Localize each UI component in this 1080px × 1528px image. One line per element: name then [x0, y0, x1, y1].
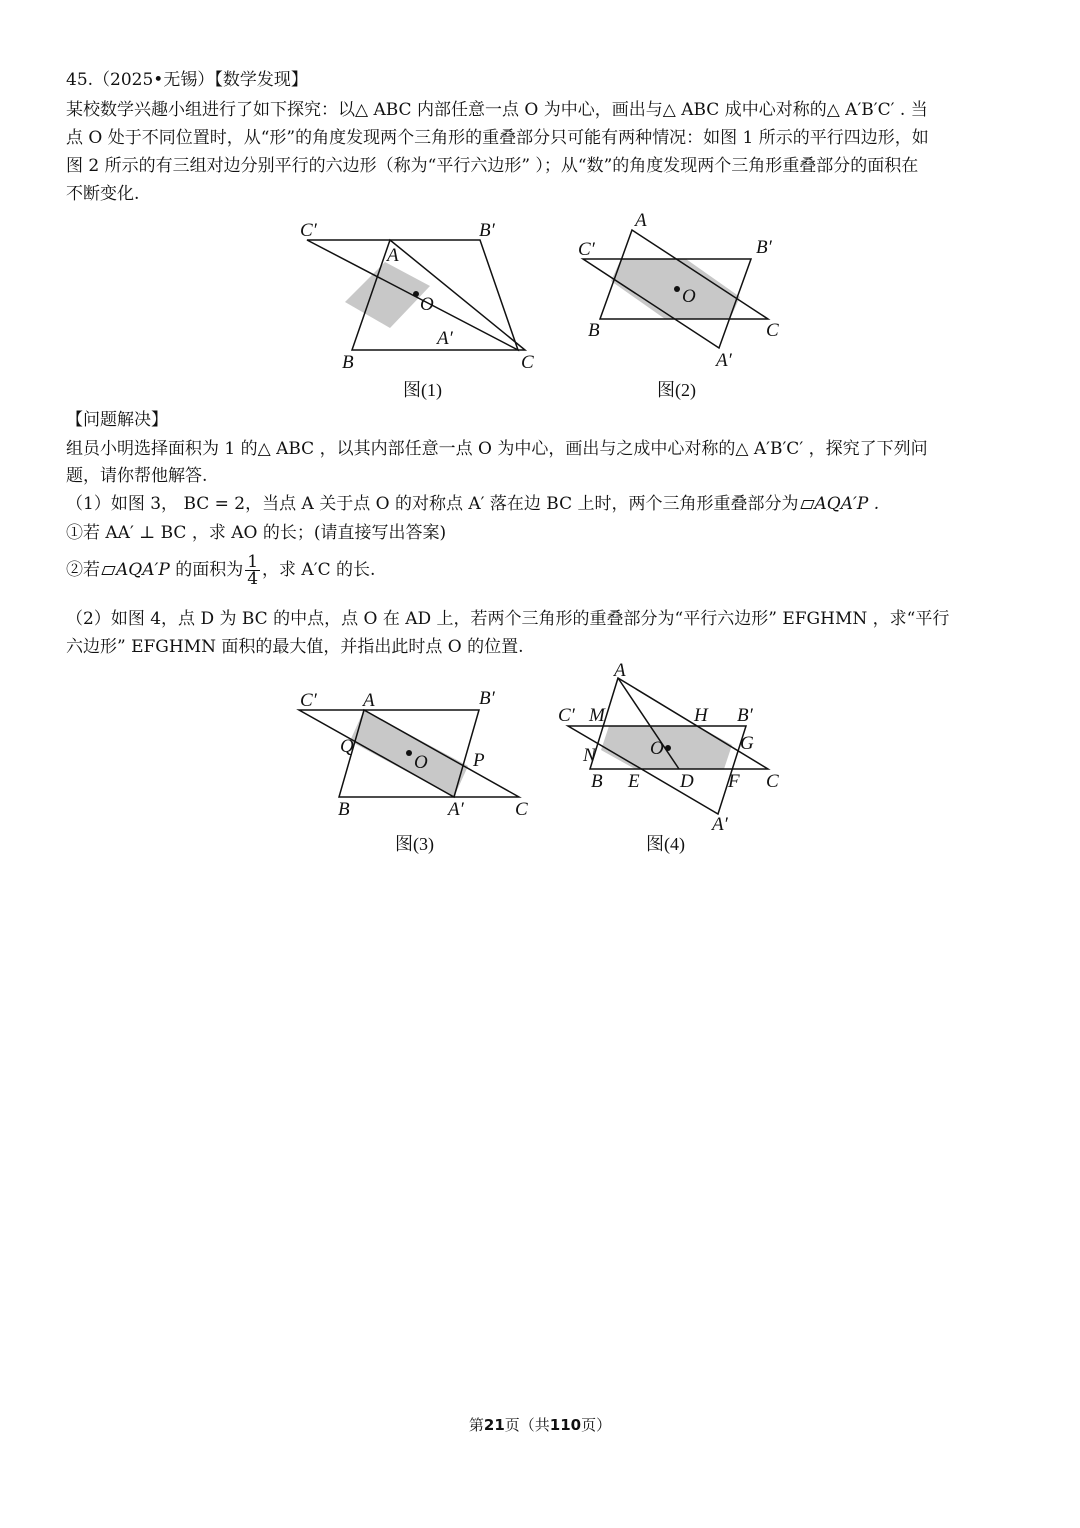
fig3-caption: 图(3): [395, 834, 434, 854]
fig2-point-o: [674, 286, 680, 292]
fig4-caption: 图(4): [646, 834, 685, 854]
fig2-label-bp: B′: [756, 237, 772, 258]
q1b-suffix: ，求 A′C 的长.: [262, 560, 376, 580]
fig1-label-b: B: [342, 352, 354, 373]
fig4-label-g: G: [740, 733, 754, 754]
fig1-point-o: [413, 291, 419, 297]
fig2-label-o: O: [682, 286, 696, 307]
footer-prefix: 第: [468, 1416, 484, 1434]
fig2-label-a: A: [635, 210, 647, 231]
fig1-triangle-apbpcp: [307, 240, 518, 350]
fig1-label-c: C: [521, 352, 534, 373]
figure-3: [290, 684, 540, 858]
parallelogram-symbol: [101, 566, 115, 575]
problem-header: 45.（2025•无锡）【数学发现】: [66, 70, 308, 90]
fig2-label-c: C: [766, 320, 779, 341]
fig1-label-cp: C′: [300, 220, 317, 241]
fig4-label-o: O: [650, 738, 664, 759]
fig4-label-e: E: [628, 771, 640, 792]
fig4-label-n: N: [583, 745, 596, 766]
body-line-2: 题，请你帮他解答.: [66, 466, 208, 486]
q1b-line: [66, 554, 1016, 587]
q1-line: [66, 490, 1016, 518]
intro-line-3: 图 2 所示的有三组对边分别平行的六边形（称为“平行六边形” ）；从“数”的角度发现两个三角形重叠部分的面积在: [66, 156, 919, 176]
fig3-label-a: A: [363, 690, 375, 711]
fraction-numerator: 1: [247, 552, 259, 572]
q1b-para: AQA′P: [116, 560, 170, 580]
fig4-label-h: H: [694, 705, 708, 726]
q2-line-2: 六边形” EFGHMN 面积的最大值，并指出此时点 O 的位置.: [66, 637, 524, 657]
figure-4: [556, 660, 796, 860]
fig3-label-b: B: [338, 799, 350, 820]
q1b-prefix: ②若: [66, 560, 100, 580]
fig3-label-ap: A′: [448, 799, 464, 820]
fig4-label-d: D: [680, 771, 694, 792]
figure-2: [568, 210, 798, 404]
fraction: [245, 554, 260, 587]
fig2-label-ap: A′: [716, 350, 732, 371]
fig4-label-cp: C′: [558, 705, 575, 726]
intro-line-1: 某校数学兴趣小组进行了如下探究：以△ ABC 内部任意一点 O 为中心，画出与△ ABC 成中心对称的△ A′B′C′ . 当: [66, 100, 928, 120]
fig3-label-c: C: [515, 799, 528, 820]
fig3-label-bp: B′: [479, 688, 495, 709]
page-footer: [0, 1414, 1080, 1435]
q1-text: （1）如图 3， BC = 2，当点 A 关于点 O 的对称点 A′ 落在边 BC 上时，两个三角形重叠部分为: [66, 494, 799, 514]
fig3-label-o: O: [414, 752, 428, 773]
fig3-label-q: Q: [340, 736, 354, 757]
footer-suffix: 页）: [581, 1416, 612, 1434]
q2-line-1: （2）如图 4，点 D 为 BC 的中点，点 O 在 AD 上，若两个三角形的重叠部分为“平行六边形” EFGHMN ，求“平行: [66, 609, 950, 629]
fig1-label-o: O: [420, 294, 434, 315]
q1a-line: ①若 AA′ ⊥ BC ，求 AO 的长；(请直接写出答案): [66, 523, 447, 543]
q1b-mid: 的面积为: [169, 560, 244, 580]
fig4-label-c: C: [766, 771, 779, 792]
footer-page-number: 21: [483, 1416, 505, 1434]
section-title: 【问题解决】: [66, 410, 168, 430]
fraction-denominator: 4: [247, 569, 259, 589]
intro-line-2: 点 O 处于不同位置时，从“形”的角度发现两个三角形的重叠部分只可能有两种情况：如图 1 所示的平行四边形，如: [66, 128, 929, 148]
q1-overlap: AQA′P .: [814, 494, 880, 514]
fig3-label-p: P: [473, 750, 485, 771]
fig4-point-o: [665, 745, 671, 751]
parallelogram-symbol: [800, 500, 814, 509]
fig3-point-o: [406, 750, 412, 756]
fig1-caption: 图(1): [403, 380, 442, 400]
fig4-label-m: M: [589, 705, 605, 726]
footer-total-pages: 110: [549, 1416, 582, 1434]
fig1-label-a: A: [387, 245, 399, 266]
fig2-caption: 图(2): [657, 380, 696, 400]
fig4-label-ap: A′: [712, 814, 728, 835]
fig1-label-ap: A′: [437, 328, 453, 349]
body-line-1: 组员小明选择面积为 1 的△ ABC ，以其内部任意一点 O 为中心，画出与之成中心对称的△ A′B′C′ ，探究了下列问: [66, 439, 928, 459]
intro-line-4: 不断变化.: [66, 184, 140, 204]
fig3-label-cp: C′: [300, 690, 317, 711]
fig4-label-b: B: [591, 771, 603, 792]
fig1-label-bp: B′: [479, 220, 495, 241]
figure-1: [290, 214, 550, 404]
fig2-label-cp: C′: [578, 239, 595, 260]
footer-mid: 页（共: [504, 1416, 550, 1434]
fig4-label-a: A: [614, 660, 626, 681]
fig4-label-f: F: [728, 771, 740, 792]
fig4-label-bp: B′: [737, 705, 753, 726]
fig2-label-b: B: [588, 320, 600, 341]
